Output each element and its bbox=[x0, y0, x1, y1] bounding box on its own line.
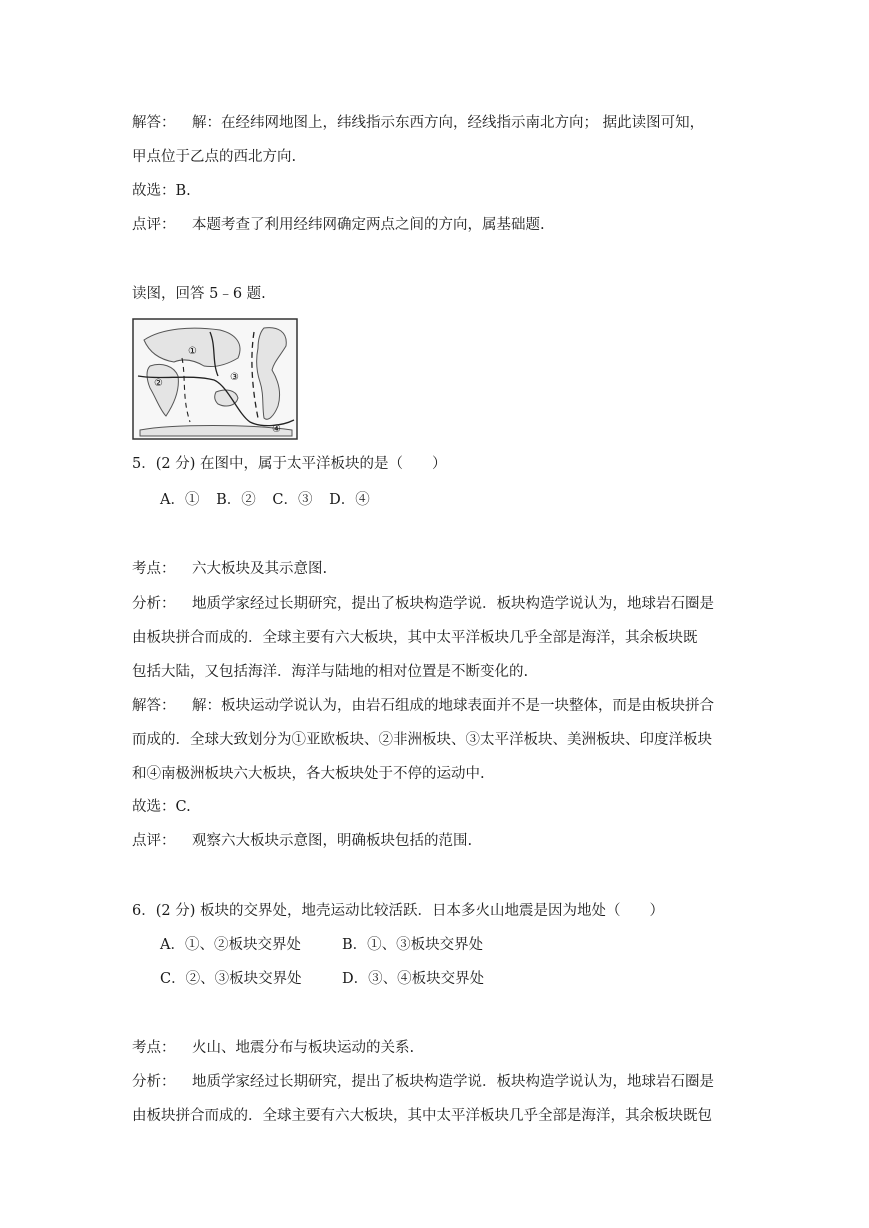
q5-dianping bbox=[132, 831, 472, 851]
q5-fenxi-1 bbox=[132, 594, 714, 614]
q5-dianping-text: 观察六大板块示意图，明确板块包括的范围. bbox=[192, 833, 473, 849]
answer-label: 解答： bbox=[132, 115, 176, 131]
plate-label-3: ③ bbox=[230, 372, 239, 383]
q5-option-b: B．② bbox=[216, 492, 256, 508]
q5-jieda-1 bbox=[132, 696, 714, 716]
q5-jieda-3: 和④南极洲板块六大板块，各大板块处于不停的运动中. bbox=[132, 766, 485, 782]
q6-stem: 6．(2 分) 板块的交界处，地壳运动比较活跃．日本多火山地震是因为地处（ ） bbox=[132, 903, 664, 919]
q5-fenxi-2: 由板块拼合而成的．全球主要有六大板块，其中太平洋板块几乎全部是海洋，其余板块既 bbox=[132, 630, 698, 646]
q5-jieda-label: 解答： bbox=[132, 698, 176, 714]
q6-options-row-2 bbox=[160, 969, 484, 989]
q5-fenxi-3: 包括大陆，又包括海洋．海洋与陆地的相对位置是不断变化的. bbox=[132, 664, 529, 680]
q6-options-row-1 bbox=[160, 935, 483, 955]
q5-fenxi-label: 分析： bbox=[132, 596, 176, 612]
q5-option-c: C．③ bbox=[272, 492, 313, 508]
intro-line: 读图，回答 5﹣6 题. bbox=[132, 286, 266, 302]
q5-kaodian bbox=[132, 559, 327, 579]
q6-fenxi-label: 分析： bbox=[132, 1074, 176, 1090]
q5-fenxi-text-1: 地质学家经过长期研究，提出了板块构造学说．板块构造学说认为，地球岩石圈是 bbox=[192, 596, 714, 612]
answer-line-2: 甲点位于乙点的西北方向. bbox=[132, 149, 297, 165]
q6-kaodian-text: 火山、地震分布与板块运动的关系. bbox=[192, 1040, 415, 1056]
q5-options bbox=[160, 490, 382, 510]
q5-stem: 5．(2 分) 在图中，属于太平洋板块的是（ ） bbox=[132, 456, 447, 472]
comment-label: 点评： bbox=[132, 217, 176, 233]
q5-dianping-label: 点评： bbox=[132, 833, 176, 849]
comment-text: 本题考查了利用经纬网确定两点之间的方向，属基础题. bbox=[192, 217, 545, 233]
q6-fenxi-text-1: 地质学家经过长期研究，提出了板块构造学说．板块构造学说认为，地球岩石圈是 bbox=[192, 1074, 714, 1090]
q5-jieda-2: 而成的．全球大致划分为①亚欧板块、②非洲板块、③太平洋板块、美洲板块、印度洋板块 bbox=[132, 732, 712, 748]
q6-option-d: D．③、④板块交界处 bbox=[342, 971, 485, 987]
q5-choice: 故选：C. bbox=[132, 799, 191, 815]
comment-line bbox=[132, 215, 545, 235]
plate-label-2: ② bbox=[154, 378, 163, 389]
q6-fenxi-2: 由板块拼合而成的．全球主要有六大板块，其中太平洋板块几乎全部是海洋，其余板块既包 bbox=[132, 1108, 712, 1124]
q5-option-a: A．① bbox=[160, 492, 200, 508]
q5-option-d: D．④ bbox=[329, 492, 370, 508]
q6-kaodian-label: 考点： bbox=[132, 1040, 176, 1056]
plate-map-figure bbox=[132, 318, 298, 440]
antarctica-landmass bbox=[140, 426, 292, 437]
q6-option-c: C．②、③板块交界处 bbox=[160, 971, 302, 987]
q6-kaodian bbox=[132, 1038, 414, 1058]
choice-line: 故选：B. bbox=[132, 183, 191, 199]
q6-option-a: A．①、②板块交界处 bbox=[160, 937, 301, 953]
plate-label-4: ④ bbox=[272, 424, 281, 435]
plate-label-1: ① bbox=[188, 346, 197, 357]
answer-text-1: 解：在经纬网地图上，纬线指示东西方向，经线指示南北方向； 据此读图可知， bbox=[192, 115, 705, 131]
q5-kaodian-label: 考点： bbox=[132, 561, 176, 577]
q5-jieda-text-1: 解：板块运动学说认为，由岩石组成的地球表面并不是一块整体，而是由板块拼合 bbox=[192, 698, 714, 714]
q6-fenxi-1 bbox=[132, 1072, 714, 1092]
q5-kaodian-text: 六大板块及其示意图. bbox=[192, 561, 328, 577]
answer-line-1 bbox=[132, 113, 704, 133]
q6-option-b: B．①、③板块交界处 bbox=[342, 937, 484, 953]
